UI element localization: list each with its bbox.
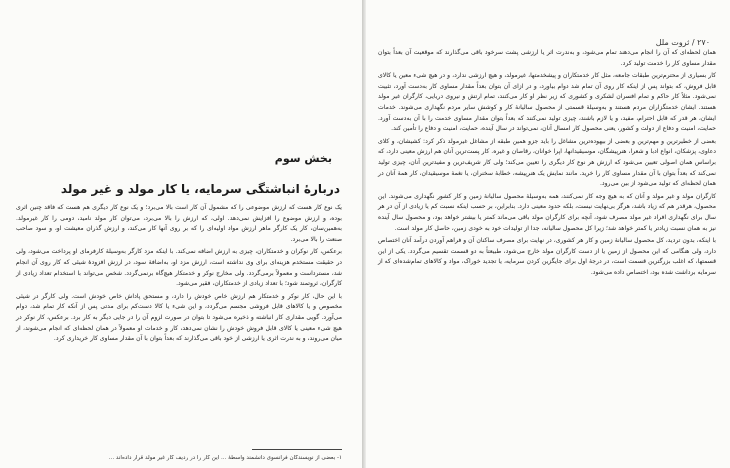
footnote: ۱- بعضی از نویسندگان فرانسوی دانشمند واسطهٔ ... این کار را در ردیف کار غیر مولد قرار داده‌اند ... bbox=[108, 455, 342, 461]
paragraph: یک نوع کار هست که ارزش موضوعی را که مشمول آن کار است بالا می‌برد؛ و یک نوع کار دیگری هم هست که فاقد چنین اثری بوده، و ارزش موضوع را افزایش نمی‌دهد. اولی، که ارزش را بالا می‌برد، می‌توان کار مولد نامید، دومی را کار غیرمولد. به‌همین‌سان، کار یک کارگر ماهر ارزش مواد اولیه‌ای را که بر روی آنها کار می‌کند، و ارزش گذران معیشت او، و سود صاحب صنعت را بالا می‌برد. bbox=[16, 204, 342, 243]
paragraph: با این حال، کار نوکر و خدمتکار هم ارزش خاص خودش را دارد، و مستحق پاداش خاص خودش است. ولی کارگر در شیئی مخصوص و یا کالاهای قابل فروشی مجسم می‌گردد، و این شیء یا کالا دست‌کم برای مدتی پس از آنکه کار تمام شد، دوام می‌آورد. گویی مقداری کار انباشته و ذخیره می‌شود تا بتوان در صورت لزوم آن را در جایی دیگر به کار برد. برعکس، کار نوکر در هیچ شیء معینی یا کالای قابل فروش خودش را نشان نمی‌دهد، کار و خدمات او معمولاً در همان لحظه‌ای که انجام می‌شوند، از میان می‌روند، و به ندرت اثری یا ارزشی از خود باقی می‌گذارند که بعداً بتوان با آن مقدار مساوی کار خریداری کرد. bbox=[16, 292, 342, 343]
section-label: بخش سوم bbox=[274, 152, 332, 165]
left-body-text bbox=[16, 203, 342, 347]
chapter-title: دربارهٔ انباشتگی سرمایه، یا کار مولد و غیر مولد bbox=[60, 182, 340, 196]
right-body-text bbox=[378, 48, 716, 280]
paragraph: کار بسیاری از محترم‌ترین طبقات جامعه، مثل کار خدمتکاران و پیشخدمتها، غیرمولد، و هیچ ارزشی ندارد، و در هیچ شیء معین یا کالای قابل فروش، که بتواند پس از اینکه کار روی آن تمام شد دوام بیاورد، و در ازای آن بتوان بعداً مقدار مساوی کار به‌دست آورد، تثبیت نمی‌شود. مثلاً کار حاکم و تمام افسران لشکری و کشوری که زیر نظر او کار می‌کنند، تمام ارتش و نیروی دریایی، کارگران غیر مولد هستند. ایشان خدمتگزاران مردم هستند و به‌وسیلهٔ قسمتی از محصول سالیانهٔ کار و کوشش سایر مردم نگهداری می‌شوند. خدمات ایشان، هر قدر که قابل احترام، مفید، و یا لازم باشند، چیزی تولید نمی‌کنند که بعداً بتوان مقدار مساوی خدمت را با آن به‌دست آورد. حمایت، امنیت و دفاع از دولت و کشور، یعنی محصول کار امسال آنان، نمی‌تواند در سال آینده، حمایت، امنیت و دفاع را تأمین کند. bbox=[378, 72, 716, 133]
running-head: ۲۷۰ / ثروت ملل bbox=[655, 38, 710, 47]
paragraph: همان لحظه‌ای که آن را انجام می‌دهند تمام می‌شود، و به‌ندرت اثر یا ارزشی پشت سرخود باقی می‌گذارند که موقعیت آن بعداً بتوان مقدار مساوی کار را خدمت تولید کرد. bbox=[378, 49, 716, 67]
footnote-divider bbox=[252, 449, 342, 450]
paragraph: کارگران مولد و غیر مولد و آنان که به هیچ وجه کار نمی‌کنند، همه به‌وسیلهٔ محصول سالیانهٔ زمین و کار کشور نگهداری می‌شوند. این محصول، هرقدر هم که زیاد باشد، هرگز بی‌نهایت نیست، بلکه حدود معینی دارد. بنابراین، بر حسب اینکه نسبت کم یا زیادی از آن در هر سال برای نگهداری افراد غیر مولد مصرف شود، آنچه برای کارگران مولد باقی می‌ماند کمتر یا بیشتر خواهد بود، و محصول سال آینده نیز به همان نسبت زیادتر یا کمتر خواهد شد؛ زیرا کل محصول سالیانه، جدا از تولیدات خود به خودی زمین، حاصل کار مولد است. bbox=[378, 192, 716, 232]
paragraph: بعضی از خطیرترین و مهم‌ترین و بعضی از بیهوده‌ترین مشاغل را باید جزو همین طبقه از مشاغل غیرمولد ذکر کرد: کشیشان، و کلای دعاوی، پزشکان، انواع ادبا و شعرا، هنرپیشگان، موسیقیدانها، اپرا خوانان، رقاصان و غیره. کار پست‌ترین آنان هم ارزش معینی دارد، که براساس همان اصولی تعیین می‌شود که ارزش هر نوع کار دیگری را تعیین می‌کند؛ ولی کار شریف‌ترین و مفیدترین آنان، چیزی تولید نمی‌کند که بعداً بتوان با آن مقدار مساوی کار را خرید. مانند نمایش یک هنرپیشه، خطابهٔ سخنران، یا نغمهٔ موسیقیدان، کار همهٔ آنان در همان لحظه‌ای که تولید می‌شود از بین می‌رود. bbox=[378, 137, 716, 188]
paragraph: برعکس، کار نوکران و خدمتکاران، چیزی به ارزش اضافه نمی‌کند. با اینکه مزد کارگر به‌وسیلهٔ کارفرمای او پرداخت می‌شود، ولی در حقیقت مستخدم هزینه‌ای برای وی نداشته است، ارزش مزد او، به‌اضافهٔ سود، در ارزش افزودهٔ شیئی که کار روی آن انجام شد، مسترداست و معمولاً برمی‌گردد. ولی مخارج نوکر و خدمتکار هیچ‌گاه برنمی‌گردد. شخص می‌تواند با استخدام تعداد زیادی از کارگران، ثروتمند شود؛ با تعداد زیادی از خدمتکاران، فقیر می‌شود. bbox=[16, 248, 342, 288]
paragraph: با اینکه، بدون تردید، کل محصول سالیانهٔ زمین و کار هر کشوری، در نهایت برای مصرف ساکنان آن و فراهم آوردن درآمد آنان اختصاص دارد، ولی هنگامی که این محصول از زمین یا از دست کارگران مولد خارج می‌شود، طبیعتاً به دو قسمت تقسیم می‌گردد. یکی از این قسمتها، که اغلب بزرگترین قسمت است، در درجهٔ اول برای جایگزین کردن سرمایه، یا تجدید خوراک، مواد و کالاهای تمام‌شده‌ای که از سرمایه برداشت شده بود، اختصاص داده می‌شود. bbox=[378, 237, 716, 276]
right-page bbox=[366, 0, 730, 468]
left-page bbox=[0, 0, 362, 468]
